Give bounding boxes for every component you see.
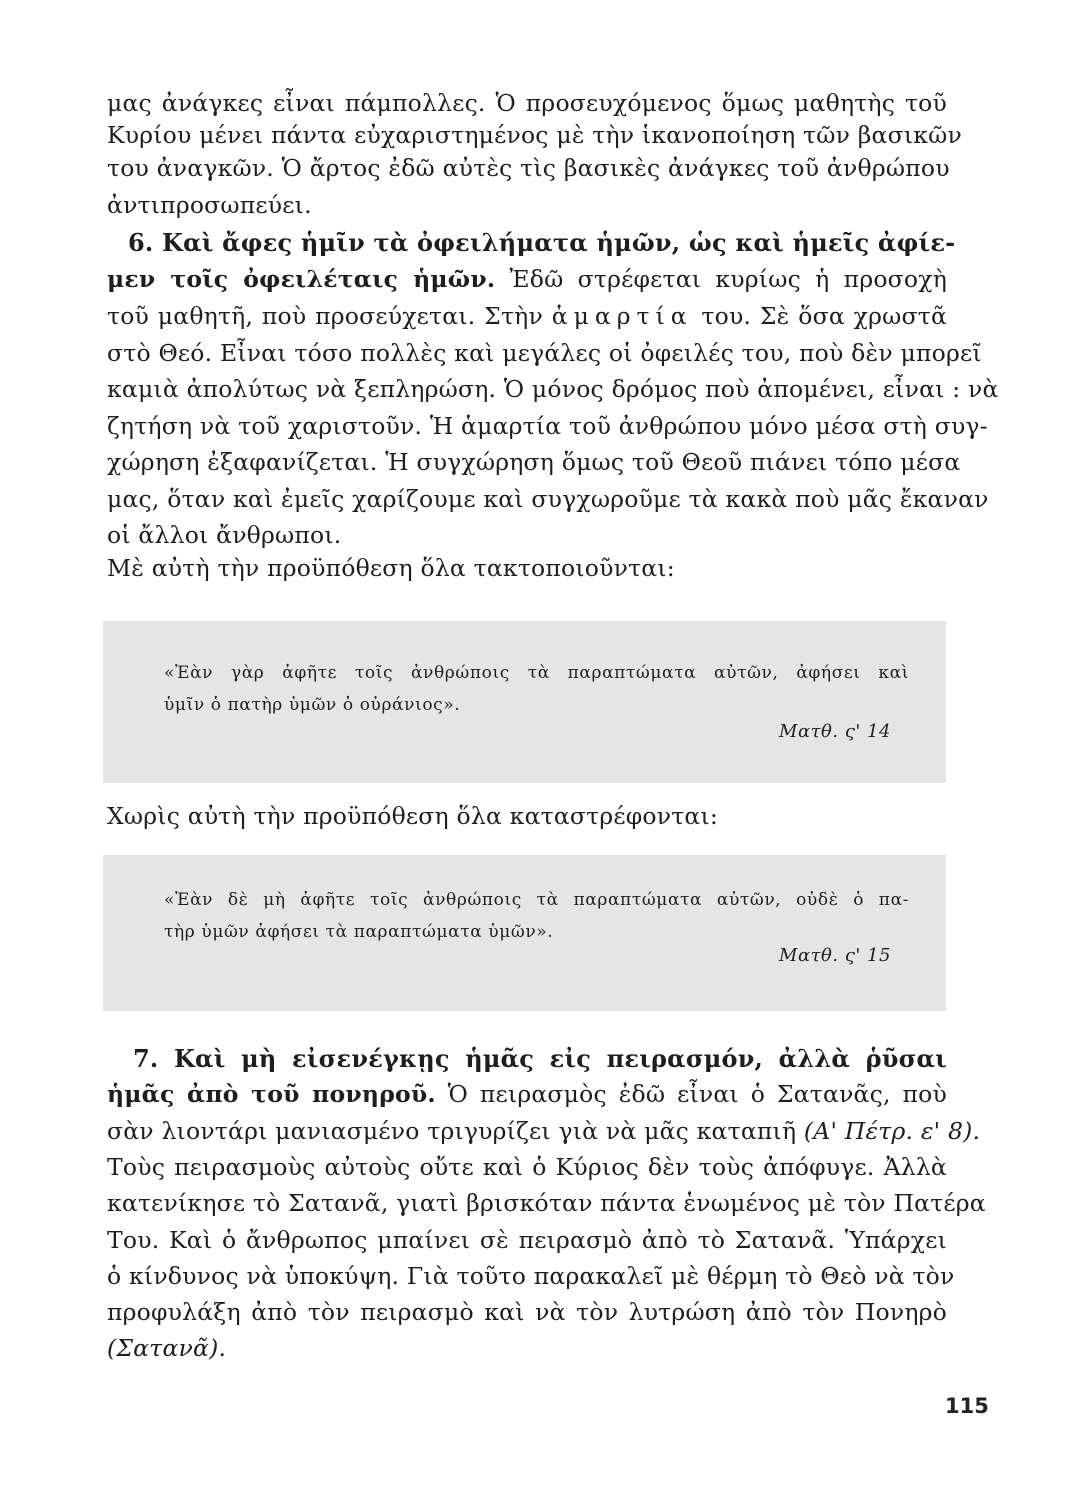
text-line: οἱ ἄλλοι ἄνθρωποι.	[107, 521, 342, 549]
quote-line: ὑμῖν ὁ πατὴρ ὑμῶν ὁ οὐράνιος».	[164, 695, 461, 715]
text-line: ὁ κίνδυνος νὰ ὑποκύψη. Γιὰ τοῦτο παρακαλεῖ μὲ θέρμη τὸ Θεὸ νὰ τὸν	[107, 1262, 955, 1290]
text-line: μας, ὅταν καὶ ἐμεῖς χαρίζουμε καὶ συγχωροῦμε τὰ κακὰ ποὺ μᾶς ἔκαναν	[107, 485, 989, 513]
emphasized-word: ἁμαρτία	[551, 302, 693, 330]
text-line: στὸ Θεό. Εἶναι τόσο πολλὲς καὶ μεγάλες οἱ ὀφειλές του, ποὺ δὲν μπορεῖ	[107, 339, 982, 367]
text-line: καμιὰ ἀπολύτως νὰ ξεπληρώση. Ὁ μόνος δρόμος ποὺ ἀπομένει, εἶναι : νὰ	[107, 375, 999, 403]
section-7-heading-line-2	[107, 1078, 947, 1110]
scripture-quote-box	[103, 621, 946, 783]
text-line: ζητήση νὰ τοῦ χαριστοῦν. Ἡ ἁμαρτία τοῦ ἀνθρώπου μόνο μέσα στὴ συγ-	[107, 412, 988, 440]
text-line	[107, 300, 947, 332]
text-line: προφυλάξη ἀπὸ τὸν πειρασμὸ καὶ νὰ τὸν λυτρώση ἀπὸ τὸν Πονηρὸ	[107, 1298, 947, 1326]
section-7-heading: 7. Καὶ μὴ εἰσενέγκῃς ἡμᾶς εἰς πειρασμόν, ἀλλὰ ῥῦσαι	[133, 1044, 947, 1073]
section-6-heading-continued: μεν τοῖς ὀφειλέταις ἡμῶν.	[107, 265, 496, 293]
text-run: Ὁ πειρασμὸς ἐδῶ εἶναι ὁ Σατανᾶς, ποὺ	[435, 1080, 947, 1108]
text-line: Κυρίου μένει πάντα εὐχαριστημένος μὲ τὴν ἱκανοποίηση τῶν βασικῶν	[107, 121, 962, 149]
closing-text: (Σατανᾶ).	[107, 1334, 227, 1362]
quote-intro: Μὲ αὐτὴ τὴν προϋπόθεση ὅλα τακτοποιοῦνται:	[107, 554, 675, 582]
quote-line: τὴρ ὑμῶν ἀφήσει τὰ παραπτώματα ὑμῶν».	[164, 922, 554, 942]
text-line: κατενίκησε τὸ Σατανᾶ, γιατὶ βρισκόταν πάντα ἑνωμένος μὲ τὸν Πατέρα	[107, 1189, 986, 1217]
text-line	[107, 1115, 981, 1147]
scripture-quote-box	[103, 855, 946, 1011]
section-6-heading: 6. Καὶ ἄφες ἡμῖν τὰ ὀφειλήματα ἡμῶν, ὡς καὶ ἡμεῖς ἀφίε-	[128, 228, 956, 257]
section-7-heading-continued: ἡμᾶς ἀπὸ τοῦ πονηροῦ.	[107, 1080, 436, 1108]
text-line: Του. Καὶ ὁ ἄνθρωπος μπαίνει σὲ πειρασμὸ ἀπὸ τὸ Σατανᾶ. Ὑπάρχει	[107, 1226, 947, 1254]
quote-intro: Χωρὶς αὐτὴ τὴν προϋπόθεση ὅλα καταστρέφονται:	[107, 802, 719, 830]
text-line: Τοὺς πειρασμοὺς αὐτοὺς οὔτε καὶ ὁ Κύριος δὲν τοὺς ἀπόφυγε. Ἀλλὰ	[107, 1153, 947, 1181]
text-line: μας ἀνάγκες εἶναι πάμπολλες. Ὁ προσευχόμενος ὅμως μαθητὴς τοῦ	[107, 89, 947, 117]
quote-reference: Ματθ. ς' 14	[779, 721, 891, 742]
text-line: του ἀναγκῶν. Ὁ ἄρτος ἐδῶ αὐτὲς τὶς βασικὲς ἀνάγκες τοῦ ἀνθρώπου	[107, 154, 950, 182]
scripture-reference: (Α' Πέτρ. ε' 8).	[803, 1117, 981, 1145]
text-run: του. Σὲ ὅσα χρωστᾶ	[692, 302, 948, 330]
text-run: Ἐδῶ στρέφεται κυρίως ἡ προσοχὴ	[495, 265, 947, 293]
page-number: 115	[945, 1394, 989, 1418]
text-line: χώρηση ἐξαφανίζεται. Ἡ συγχώρηση ὅμως τοῦ Θεοῦ πιάνει τόπο μέσα	[107, 448, 961, 476]
quote-line: «Ἐὰν δὲ μὴ ἀφῆτε τοῖς ἀνθρώποις τὰ παραπτώματα αὐτῶν, οὐδὲ ὁ πα-	[164, 890, 909, 910]
text-line: ἀντιπροσωπεύει.	[107, 191, 312, 219]
quote-reference: Ματθ. ς' 15	[779, 945, 891, 966]
text-run: τοῦ μαθητῆ, ποὺ προσεύχεται. Στὴν	[107, 302, 552, 330]
text-run: σὰν λιοντάρι μανιασμένο τριγυρίζει γιὰ νὰ μᾶς καταπιῆ	[107, 1117, 804, 1145]
section-6-heading-line-2	[107, 263, 947, 295]
quote-line: «Ἐὰν γὰρ ἀφῆτε τοῖς ἀνθρώποις τὰ παραπτώματα αὐτῶν, ἀφήσει καὶ	[164, 663, 909, 683]
